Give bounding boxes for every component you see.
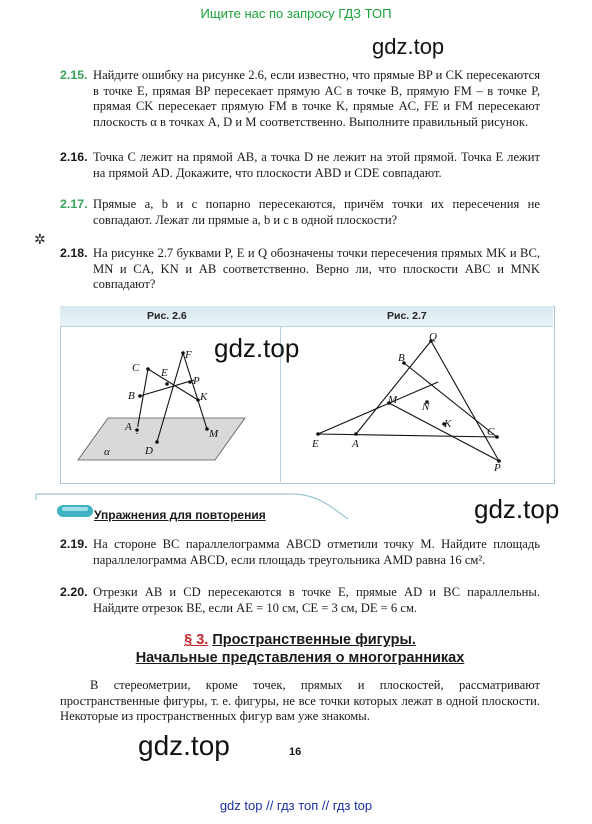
problem-text: На стороне BC параллелограмма ABCD отметили точку M. Найдите площадь параллелограмма ABCD, если площадь треугольника AMD равна 16 см². bbox=[93, 537, 540, 567]
problem-text: Прямые a, b и c попарно пересекаются, причём точки их пересечения не совпадают. Лежат ли прямые a, b и c в одной плоскости? bbox=[93, 197, 540, 227]
watermark: gdz.top bbox=[372, 34, 445, 59]
problem-2-16 bbox=[60, 150, 540, 181]
figure-2-7 bbox=[281, 326, 553, 482]
label-e: E bbox=[312, 438, 319, 450]
problem-2-18 bbox=[60, 246, 540, 293]
problem-number: 2.17. bbox=[60, 197, 88, 211]
star-icon: ✲ bbox=[34, 232, 46, 248]
label-c: C bbox=[487, 426, 495, 438]
review-title: Упражнения для повторения bbox=[94, 508, 266, 522]
label-d: D bbox=[145, 445, 153, 457]
problem-text: На рисунке 2.7 буквами P, E и Q обозначены точки пересечения прямых MK и BC, MN и CA, KN и AB соответственно. Верно ли, что плоскости ABC и MNK совпадают? bbox=[93, 246, 540, 292]
problem-number: 2.20. bbox=[60, 585, 88, 599]
label-a: A bbox=[352, 438, 359, 450]
label-e: E bbox=[161, 367, 168, 379]
problem-number: 2.15. bbox=[60, 68, 88, 82]
line-qa bbox=[356, 341, 431, 434]
label-m: M bbox=[209, 428, 219, 440]
section-line2: Начальные представления о многогранниках bbox=[135, 650, 465, 666]
section-subtitle bbox=[60, 650, 540, 666]
watermark: gdz.top bbox=[214, 333, 300, 363]
label-m: M bbox=[388, 394, 398, 406]
label-a: A bbox=[125, 421, 132, 433]
figure-2-6-title: Рис. 2.6 bbox=[147, 310, 187, 322]
figures-header bbox=[60, 306, 553, 327]
page-number: 16 bbox=[289, 746, 302, 758]
label-alpha: α bbox=[104, 446, 110, 458]
problem-number: 2.19. bbox=[60, 537, 88, 551]
label-b: B bbox=[398, 352, 405, 364]
label-c: C bbox=[132, 362, 140, 374]
line-ec bbox=[318, 434, 497, 437]
figure-2-7-title: Рис. 2.7 bbox=[387, 310, 427, 322]
label-p: P bbox=[193, 375, 200, 387]
label-k: K bbox=[200, 391, 208, 403]
label-f: F bbox=[185, 349, 192, 361]
problem-text: Найдите ошибку на рисунке 2.6, если известно, что прямые BP и CK пересекаются в точке E, прямая BP пересекает прямую AC в точке B, прямую FM – в точке P, прямая CK пересекает прямую FM в точке K, прямые AC, FE и FM пересекают плоскость α в точках A, D и M соответственно. Выполните правильный рисунок. bbox=[93, 68, 540, 129]
watermark: gdz.top bbox=[474, 494, 560, 524]
problem-text: Точка C лежит на прямой AB, а точка D не лежит на этой прямой. Точка E лежит на прямой AD. Докажите, что плоскости ABD и CDE совпадают. bbox=[93, 150, 540, 180]
section-line1: Пространственные фигуры. bbox=[212, 632, 416, 648]
line-en bbox=[318, 382, 438, 434]
watermark: gdz.top bbox=[138, 730, 230, 761]
label-n: N bbox=[422, 401, 430, 413]
section-title bbox=[60, 632, 540, 648]
problem-2-15 bbox=[60, 68, 540, 130]
problem-2-20 bbox=[60, 585, 540, 616]
footer-links[interactable]: gdz top // гдз топ // гдз top bbox=[219, 798, 373, 813]
line-ck bbox=[148, 369, 198, 400]
problem-text: Отрезки AB и CD пересекаются в точке E, прямые AD и BC параллельны. Найдите отрезок BE, если AE = 10 см, CE = 3 см, DE = 6 см. bbox=[93, 585, 540, 615]
problem-number: 2.18. bbox=[60, 246, 88, 260]
label-p: P bbox=[494, 462, 501, 474]
top-banner: Ищите нас по запросу ГДЗ ТОП bbox=[200, 6, 392, 21]
label-b: B bbox=[128, 390, 135, 402]
section-prefix: § 3. bbox=[184, 632, 209, 648]
problem-number: 2.16. bbox=[60, 150, 88, 164]
intro-paragraph: В стереометрии, кроме точек, прямых и плоскостей, рассматривают пространственные фигуры, т. е. фигуры, не все точки которых лежат в одной плоскости. Некоторые из пространственных фигур вам уже знакомы. bbox=[60, 678, 540, 724]
problem-2-17 bbox=[60, 197, 540, 228]
problem-2-19 bbox=[60, 537, 540, 568]
label-q: Q bbox=[429, 331, 437, 343]
label-k: K bbox=[444, 418, 452, 430]
